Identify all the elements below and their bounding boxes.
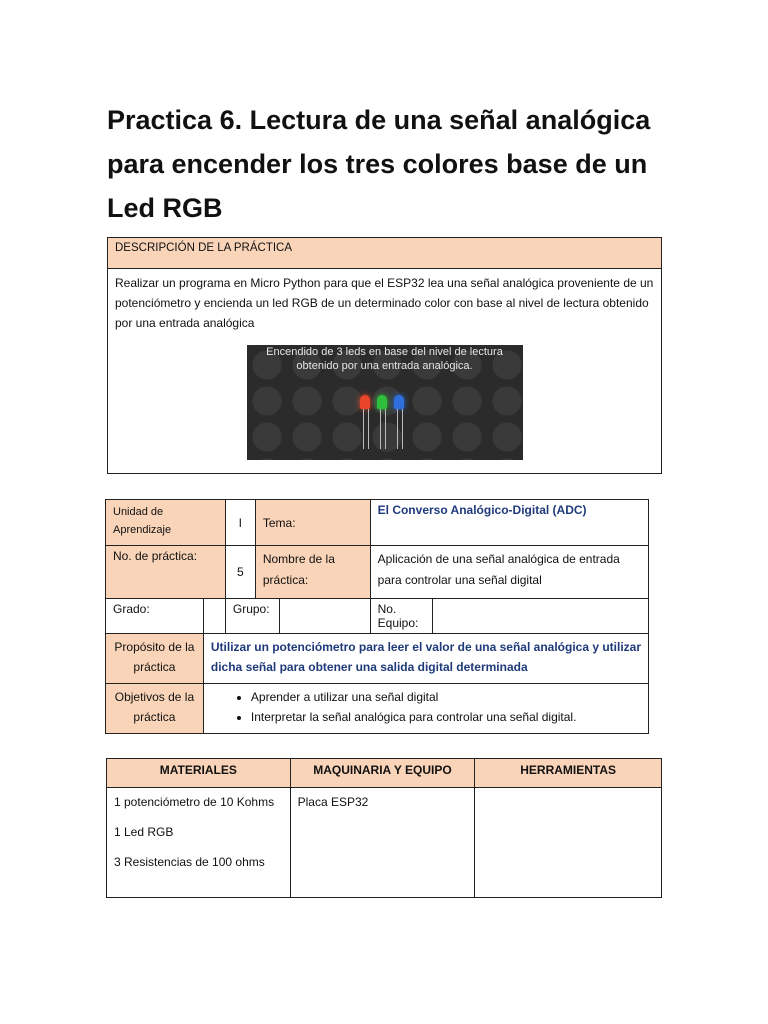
objetivos-label: Objetivos de la práctica bbox=[106, 684, 204, 734]
page-title: Practica 6. Lectura de una señal analógica para encender los tres colores base de un Led RGB bbox=[107, 105, 651, 223]
herramientas-header: HERRAMIENTAS bbox=[475, 759, 662, 788]
maquinaria-cell bbox=[290, 788, 475, 898]
grupo-value bbox=[279, 599, 370, 634]
proposito-label: Propósito de la práctica bbox=[106, 634, 204, 684]
red-led-icon bbox=[360, 395, 370, 409]
description-header: DESCRIPCIÓN DE LA PRÁCTICA bbox=[108, 238, 662, 269]
list-item: 3 Resistencias de 100 ohms bbox=[114, 855, 265, 869]
grupo-label: Grupo: bbox=[225, 599, 279, 634]
tema-value: El Converso Analógico-Digital (ADC) bbox=[370, 500, 648, 546]
practice-info-table bbox=[105, 499, 649, 734]
proposito-value: Utilizar un potenciómetro para leer el valor de una señal analógica y utilizar dicha señal para obtener una salida digital determinada bbox=[203, 634, 648, 684]
description-table bbox=[107, 237, 662, 474]
list-item: • Aprender a utilizar una señal digital bbox=[251, 687, 641, 707]
blue-led-icon bbox=[394, 395, 404, 409]
practica-value: 5 bbox=[225, 546, 255, 599]
green-led-icon bbox=[377, 395, 387, 409]
image-caption: Encendido de 3 leds en base del nivel de lectura obtenido por una entrada analógica. bbox=[266, 346, 503, 372]
unidad-value: I bbox=[225, 500, 255, 546]
tema-label: Tema: bbox=[255, 500, 370, 546]
grado-label: Grado: bbox=[106, 599, 204, 634]
equipo-value bbox=[432, 599, 648, 634]
practica-label: No. de práctica: bbox=[106, 546, 226, 599]
herramientas-cell bbox=[475, 788, 662, 898]
list-item: 1 potenciómetro de 10 Kohms bbox=[114, 795, 275, 809]
list-item: Placa ESP32 bbox=[297, 795, 369, 809]
list-item: 1 Led RGB bbox=[114, 825, 174, 839]
objetivos-list bbox=[211, 687, 641, 727]
description-body bbox=[108, 269, 662, 474]
unidad-label: Unidad de Aprendizaje bbox=[106, 500, 226, 546]
description-text: Realizar un programa en Micro Python para que el ESP32 lea una señal analógica proveniente de un potenciómetro y encienda un led RGB de un determinado color con base al nivel de lectura obtenido por una entrada analógica bbox=[115, 276, 654, 330]
materiales-cell bbox=[107, 788, 291, 898]
grado-value bbox=[203, 599, 225, 634]
objetivos-list-cell bbox=[203, 684, 648, 734]
list-item: • Interpretar la señal analógica para controlar una señal digital. bbox=[251, 707, 641, 727]
equipo-label: No. Equipo: bbox=[370, 599, 432, 634]
nombre-label: Nombre de la práctica: bbox=[255, 546, 370, 599]
maquinaria-header: MAQUINARIA Y EQUIPO bbox=[290, 759, 475, 788]
materials-table bbox=[106, 758, 662, 898]
nombre-value: Aplicación de una señal analógica de entrada para controlar una señal digital bbox=[370, 546, 648, 599]
materiales-header: MATERIALES bbox=[107, 759, 291, 788]
led-image bbox=[247, 345, 523, 460]
